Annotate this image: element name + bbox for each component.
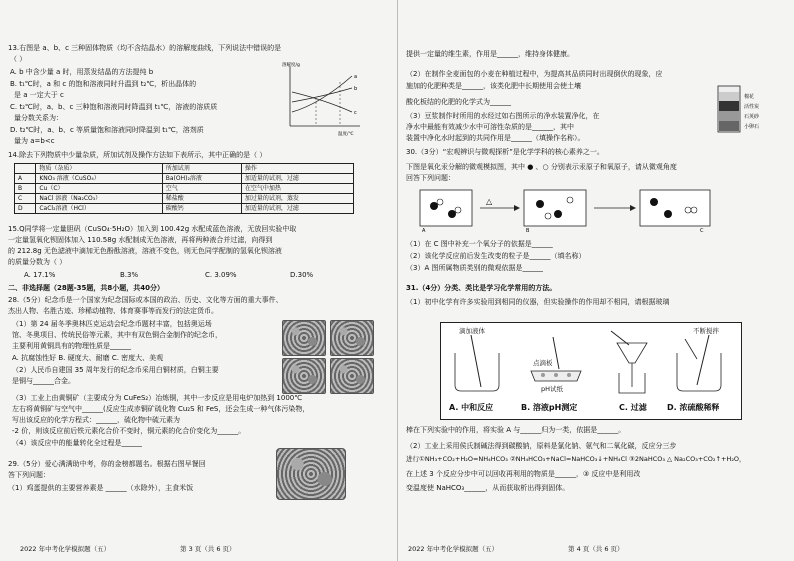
q28-line13: （4）该反应中的能量转化全过程是______ xyxy=(12,439,143,447)
layer-cotton xyxy=(719,92,739,101)
section2-title: 二、非选择题（28题-35题，共8小题，共40分） xyxy=(8,284,164,292)
box-c-label: C xyxy=(700,228,704,234)
box-c xyxy=(640,190,710,226)
curve-b xyxy=(292,88,352,102)
curve-c-label: c xyxy=(354,110,357,116)
q29-line2: 答下列问题： xyxy=(8,471,50,479)
q28-line8: 是铜与______合金。 xyxy=(12,377,75,385)
q15-option-b: B.3% xyxy=(120,271,139,279)
q29-cont-line7: 装置中净化水时起到的共同作用是______（填操作名称）。 xyxy=(406,134,585,142)
q13-paren: （ ） xyxy=(10,55,27,63)
q15-line4: 的质量分数为（ ） xyxy=(8,258,67,266)
filter-label-4: 小卵石 xyxy=(744,124,760,130)
curve-b-label: b xyxy=(354,86,358,92)
q15-line1: 15.Q同学将一定量胆矾（CuSO₄·5H₂O）加入到 100.42g 水配成蓝色溶液，无放回实验中取 xyxy=(8,225,297,233)
q29-line1: 29.（5分）爱心满满助中考，你的金榜都题名。根据右图早餐回 xyxy=(8,460,206,468)
arrow-head-1 xyxy=(514,205,520,211)
image-a-label: A. 中和反应 xyxy=(449,403,494,412)
q28-line9: （3）工业上由黄铜矿（主要成分为 CuFeS₂）冶炼铜，其中一步反应是用电炉加热到 1000℃ xyxy=(12,394,303,402)
q31-line5: 进行①NH₃+CO₂+H₂O=NH₄HCO₃ ②NH₄HCO₃+NaCl=NaHCO₃↓+NH₄Cl ③2NaHCO₃ △ Na₂CO₃+CO₂↑+H₂O， xyxy=(406,455,746,463)
table-row xyxy=(15,194,354,204)
coin-photo-2 xyxy=(330,320,374,356)
q28-line2: 杰出人物、名胜古迹、珍稀动植物、体育赛事等而发行的法定货币。 xyxy=(8,307,218,315)
left-footer-title: 2022 年中考化学模拟题（五） xyxy=(20,545,111,553)
table-cell: 在空气中加热 xyxy=(241,184,353,194)
mercury-oxide-decomposition-diagram xyxy=(418,186,718,234)
table-header-cell: 物质（杂质） xyxy=(36,164,162,174)
layer-pebbles xyxy=(719,121,739,131)
box-b-label: B xyxy=(526,228,530,234)
water-filter-diagram xyxy=(716,84,786,136)
table-row xyxy=(15,174,354,184)
table-cell: D xyxy=(15,204,36,214)
box-b xyxy=(524,190,586,226)
table-cell: 稀盐酸 xyxy=(162,194,241,204)
beaker-a xyxy=(455,353,499,391)
table-cell: 碳酸钙 xyxy=(162,204,241,214)
table-cell: B xyxy=(15,184,36,194)
solubility-curve-graph xyxy=(280,62,365,140)
right-page xyxy=(397,0,794,561)
q31-line4: （2）工业上采用侯氏制碱法得到碳酸钠，原料是氯化钠、氨气和二氧化碳，反应分三步 xyxy=(406,442,677,450)
q13-option-b-line1: B. t₁℃时，a 和 c 的饱和溶液同时升温到 t₂℃，析出晶体的 xyxy=(10,80,197,88)
q30-line6: （3）A 图所属物质类别的微观依据是______ xyxy=(406,264,544,272)
filter-label-1: 棉花 xyxy=(744,94,755,100)
q30-line4: （1）在 C 图中补充一个氧分子的依据是______ xyxy=(406,240,553,248)
table-cell: C xyxy=(15,194,36,204)
left-footer-page: 第 3 页（共 6 页） xyxy=(180,545,236,553)
hg-atom xyxy=(448,210,456,218)
q29-line3: （1）鸡蛋提供的主要营养素是 ______（水除外），主食米饭 xyxy=(8,484,194,492)
q14-stem: 14.除去下列物质中少量杂质，所加试剂及操作方法如下表所示，其中正确的是（ ） xyxy=(8,151,267,159)
well-icon xyxy=(541,373,545,377)
pour-line xyxy=(685,339,697,359)
glass-rod-b xyxy=(553,337,559,369)
table-cell: KNO₃ 溶液（CuSO₄） xyxy=(36,174,162,184)
hg-atom xyxy=(536,200,544,208)
layer-carbon xyxy=(719,101,739,111)
table-cell: 加适量的试剂，过滤 xyxy=(241,204,353,214)
curve-a-label: a xyxy=(354,74,358,80)
q13-option-a: A. b 中含少量 a 时，用蒸发结晶的方法提纯 b xyxy=(10,68,154,76)
q29-cont-line3: 施加的化肥种类是______，该类化肥中长期使用会使土壤 xyxy=(406,82,581,90)
table-header-cell xyxy=(15,164,36,174)
beaker-d xyxy=(677,353,721,391)
q15-option-c: C. 3.09% xyxy=(205,271,237,279)
layer-sand xyxy=(719,111,739,121)
heat-symbol: △ xyxy=(486,197,493,206)
coin-photo-1 xyxy=(282,320,326,356)
table-row xyxy=(15,204,354,214)
q29-cont-line5: （3）豆浆制作时所用的水经过如右图所示的净水装置净化，在 xyxy=(406,112,600,120)
q28-line12: -2 价，则该反应前后铁元素化合价不变时，铜元素的化合价变化为______。 xyxy=(12,427,246,435)
hg-atom xyxy=(650,198,658,206)
image-d-label: D. 浓硫酸稀释 xyxy=(667,403,720,412)
q31-line7: 变温度使 NaHCO₃______，从而获取析出得到固体。 xyxy=(406,484,570,492)
image-b-tag: 点滴板 xyxy=(533,359,553,367)
image-a-tag: 滴加液体 xyxy=(459,327,485,335)
q13-option-c-line2: 量分数关系为： xyxy=(14,114,63,122)
o-atom xyxy=(567,197,573,203)
q14-table xyxy=(14,163,354,214)
q13-option-b-line2: 是 a 一定大于 c xyxy=(14,91,64,99)
q30-line2: 下图是氧化汞分解的微观模拟图，其中 ● 、○ 分别表示汞原子和氧原子，请从微观角度 xyxy=(406,163,677,171)
graph-x-label: 温度/℃ xyxy=(338,132,354,137)
table-header-row xyxy=(15,164,354,174)
q28-line3: （1）第 24 届冬季奥林匹克运动会纪念币题材丰富，包括奥运场 xyxy=(12,320,212,328)
well-icon xyxy=(567,373,571,377)
image-b-tag2: pH试纸 xyxy=(541,385,564,393)
image-c-label: C. 过滤 xyxy=(619,403,647,412)
filter-label-2: 活性炭 xyxy=(744,104,760,110)
right-footer-title: 2022 年中考化学模拟题（五） xyxy=(408,545,499,553)
q28-line6: A. 抗腐蚀性好 B. 硬度大、耐磨 C. 密度大、美观 xyxy=(12,354,164,362)
table-header-cell: 操作 xyxy=(241,164,353,174)
box-a xyxy=(420,190,472,226)
q15-line2: 一定量氢氧化钡固体加入 110.58g 水配制成无色溶液，再将两种液合并过滤，向得到 xyxy=(8,236,273,244)
q30-line5: （2）该化学反应前后发生改变的粒子是______（填名称） xyxy=(406,252,586,260)
table-cell: CaCl₂溶液（HCl） xyxy=(36,204,162,214)
o-atom xyxy=(545,213,551,219)
q29-cont-line6: 净水中最能有效减少水中可溶性杂质的是______，其中 xyxy=(406,123,574,131)
q29-cont-line1: 提供一定量的维生素，作用是______，维持身体健康。 xyxy=(406,50,574,58)
q30-line1: 30.（3分）“宏观辨识与微观探析”是化学学科的核心素养之一。 xyxy=(406,148,604,156)
table-cell: 空气 xyxy=(162,184,241,194)
table-cell: NaCl 溶液（Na₂CO₃） xyxy=(36,194,162,204)
table-header-cell: 所加试剂 xyxy=(162,164,241,174)
table-cell: 加过量的试剂，蒸发 xyxy=(241,194,353,204)
table-cell: 加适量的试剂，过滤 xyxy=(241,174,353,184)
q28-line11: 写出该反应的化学方程式：______，硫化物中硫元素为 xyxy=(12,416,180,424)
q31-line3: 棒在下列实验中的作用，将实验 A 与______归为一类，依据是______。 xyxy=(406,426,626,434)
q31-line6: 在上述 3 个反应分步中可以回收再利用的物质是______，③ 反应中是利用改 xyxy=(406,470,641,478)
table-cell: Ba(OH)₂溶液 xyxy=(162,174,241,184)
glass-rod-d xyxy=(697,335,709,385)
glass-rod-a xyxy=(471,335,481,387)
q13-option-c-line1: C. t₂℃时，a、b、c 三种饱和溶液同时降温到 t₁℃，溶液的溶质质 xyxy=(10,103,218,111)
filter-label-3: 石英砂 xyxy=(744,114,760,120)
q28-line4: 馆、冬奥项目、传统民俗等元素，其中有双色铜合金制作的纪念币， xyxy=(12,331,222,339)
coin-photo-3 xyxy=(282,358,326,394)
o-atom xyxy=(685,207,691,213)
q29-cont-line4: 酸化板结的化肥的化学式为______ xyxy=(406,98,511,106)
q13-stem: 13.右图是 a、b、c 三种固体物质（均不含结晶水）的溶解度曲线，下列说法中错误的是 xyxy=(8,44,282,52)
funnel xyxy=(617,343,647,363)
hg-atom xyxy=(554,210,562,218)
q28-line5: 主要利用黄铜具有的物理性质是______ xyxy=(12,342,131,350)
q15-option-a: A. 17.1% xyxy=(24,271,56,279)
q28-line10: 左右将黄铜矿与空气中______(反应生成赤铜矿硫化物 Cu₂S 和 FeS，还会生成一种气体污染物， xyxy=(12,405,310,413)
q28-line7: （2）人民币自建国 35 周年发行的纪念币采用白铜材质，白铜主要 xyxy=(12,366,219,374)
hg-atom xyxy=(430,202,438,210)
o-atom xyxy=(691,207,697,213)
image-b-label: B. 溶液pH测定 xyxy=(521,403,578,412)
coin-photo-4 xyxy=(330,358,374,394)
q28-line1: 28.（5分）纪念币是一个国家为纪念国际或本国的政治、历史、文化等方面的重大事件、 xyxy=(8,296,283,304)
box-a-label: A xyxy=(422,228,426,234)
hg-atom xyxy=(664,210,672,218)
q13-option-d-line2: 量为 a=b<c xyxy=(14,137,55,145)
graph-y-label: 溶解度/g xyxy=(282,63,300,68)
breakfast-photo xyxy=(276,448,346,500)
o-atom xyxy=(437,199,443,205)
o-atom xyxy=(455,207,461,213)
arrow-head-2 xyxy=(630,205,636,211)
q30-line3: 回答下列问题： xyxy=(406,174,455,182)
q31-line1: 31.（4分）分类、类比是学习化学常用的方法。 xyxy=(406,284,557,292)
table-cell: A xyxy=(15,174,36,184)
q29-cont-line2: （2）在制作全麦面包的小麦在种植过程中，为提高其品质同时出现倒伏的现象，应 xyxy=(406,70,663,78)
right-footer-page: 第 4 页（共 6 页） xyxy=(568,545,624,553)
q31-apparatus-panel xyxy=(440,322,742,420)
well-icon xyxy=(554,373,558,377)
table-row xyxy=(15,184,354,194)
q13-option-d-line1: D. t₂℃时，a、b、c 等质量饱和溶液同时降温到 t₁℃，溶剂质 xyxy=(10,126,204,134)
q15-option-d: D.30% xyxy=(290,271,314,279)
q15-line3: 的 212.8g 无色滤液中滴加无色酚酞溶液，溶液不变色，则无色同学配制的氢氧化钡溶液 xyxy=(8,247,282,255)
table-cell: Cu（C） xyxy=(36,184,162,194)
q31-line2: （1）初中化学有许多实验用到相同的仪器，但实验操作的作用却不相同，请根据玻璃 xyxy=(406,298,670,306)
image-d-tag: 不断搅拌 xyxy=(693,327,719,335)
